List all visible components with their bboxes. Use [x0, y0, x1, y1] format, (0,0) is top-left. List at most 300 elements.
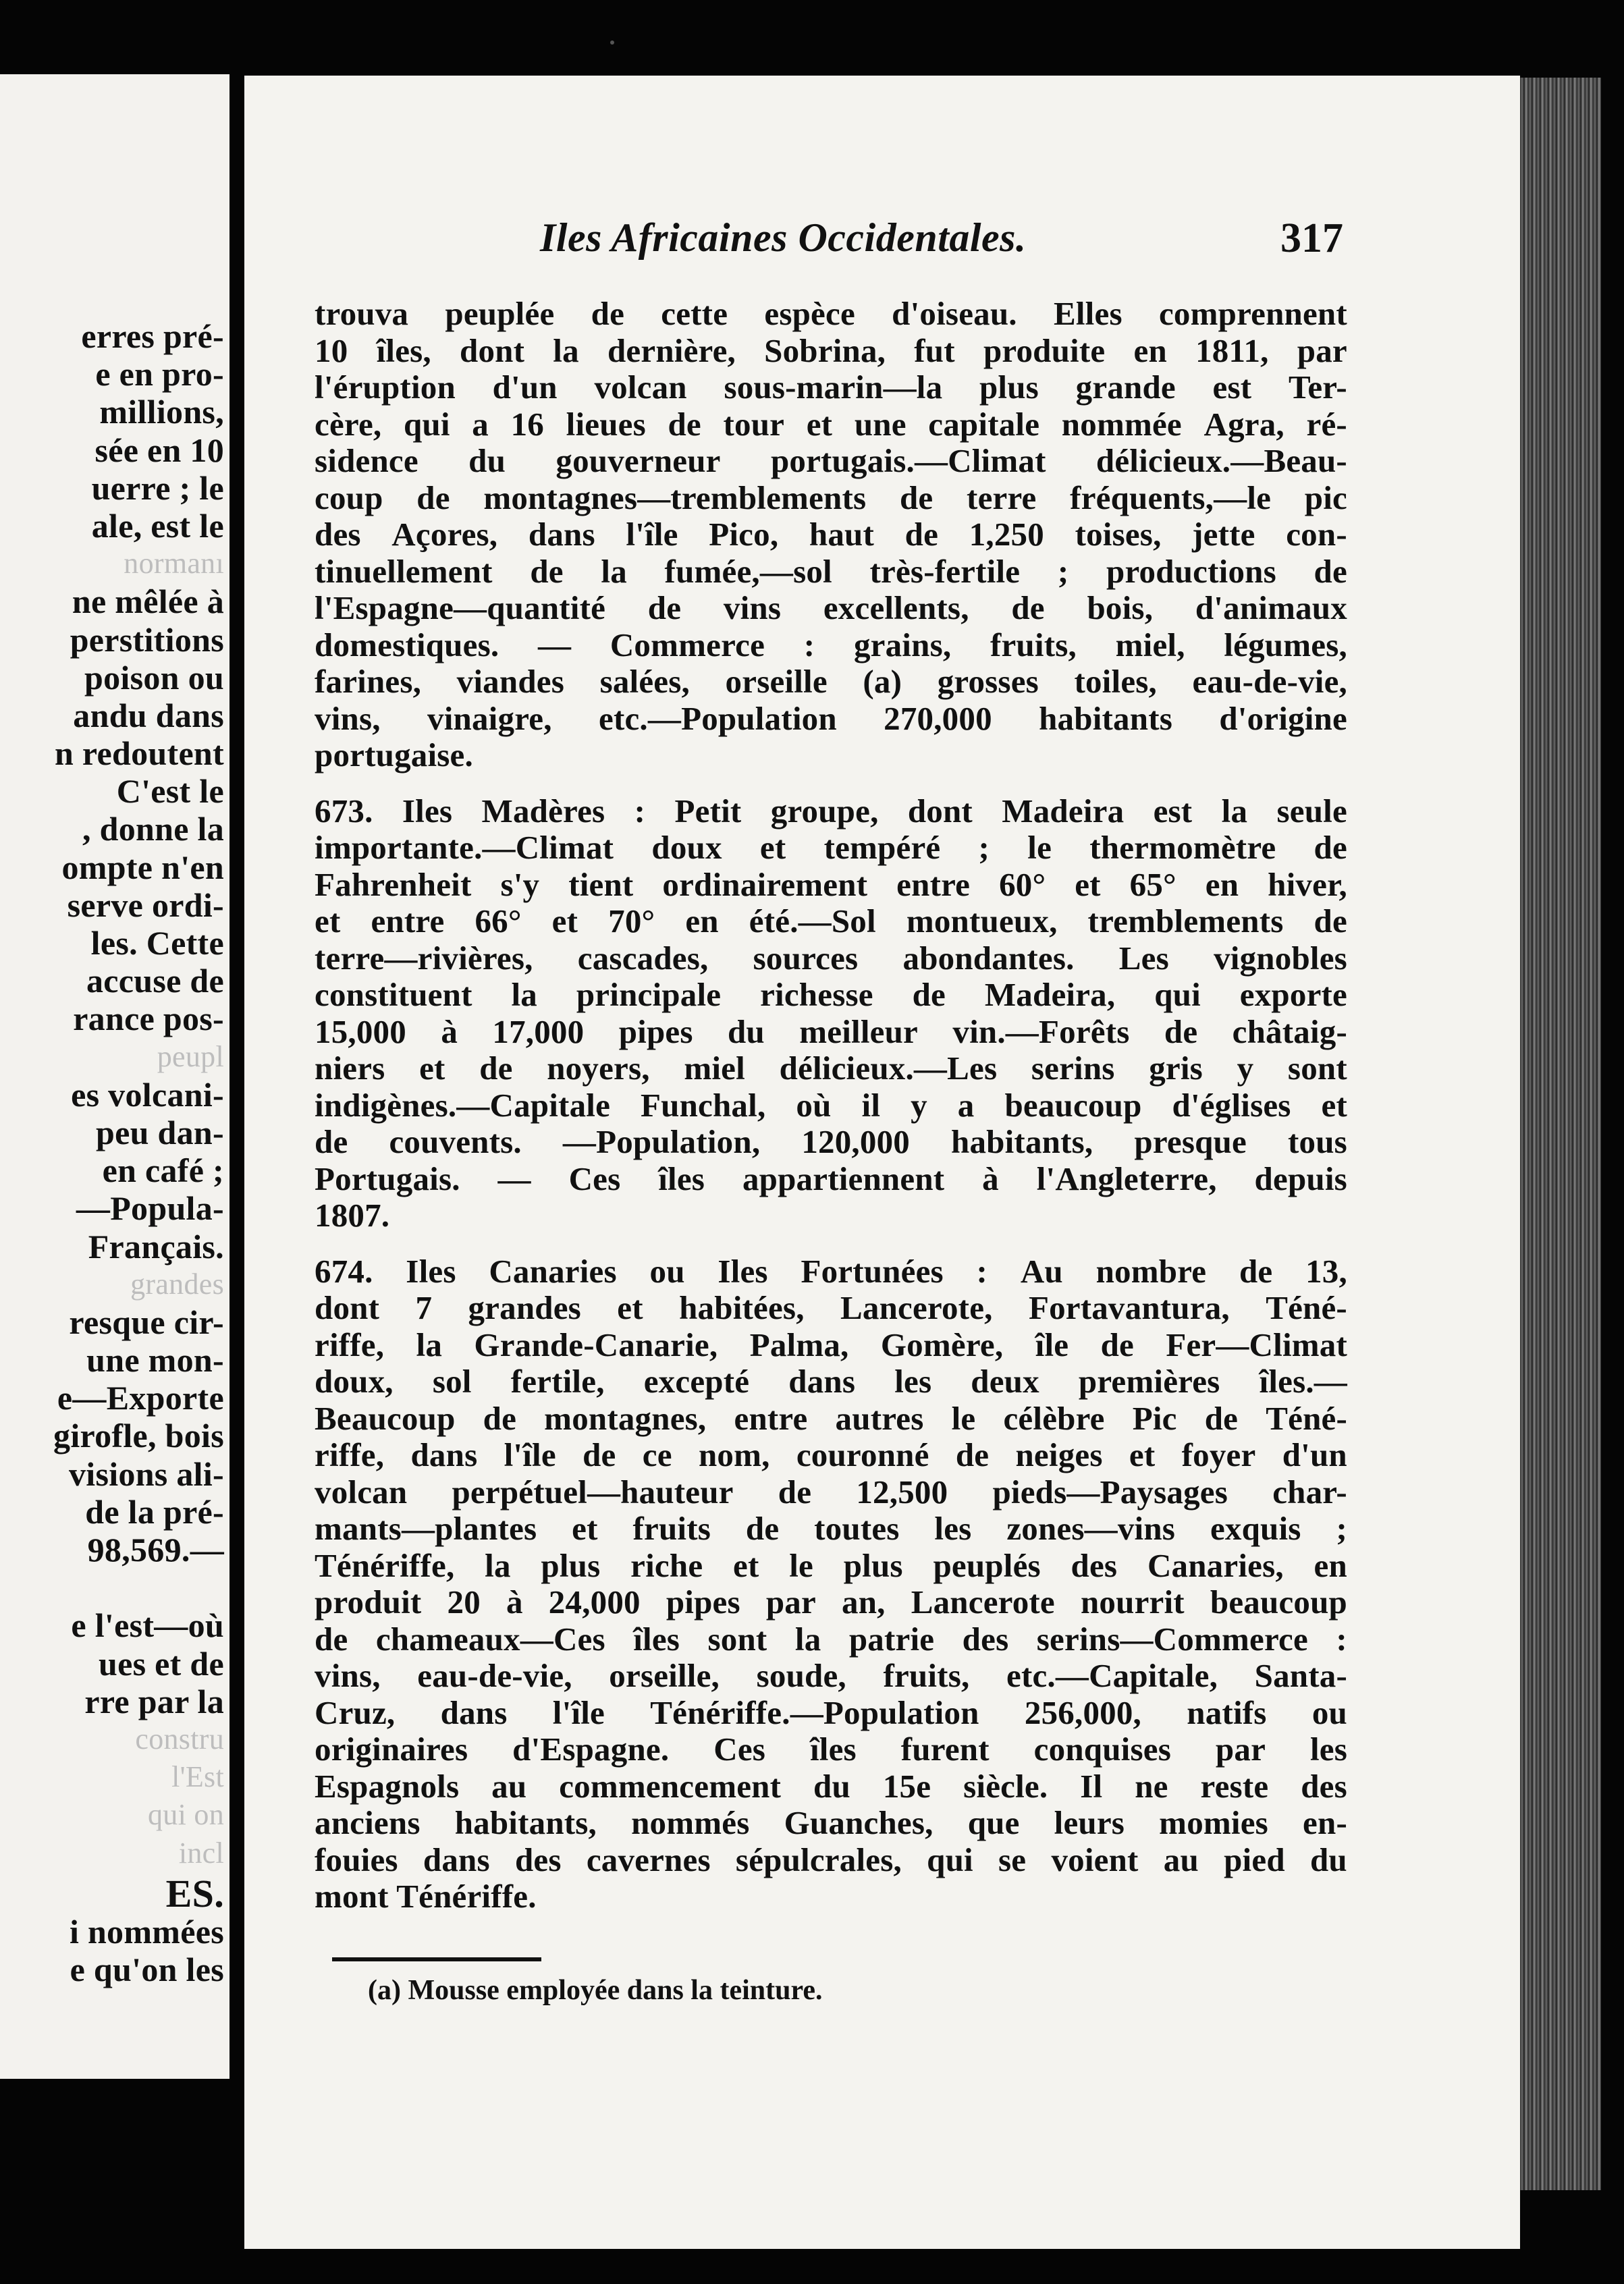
- word: Guanches,: [784, 1804, 933, 1841]
- text-line: [315, 1290, 1347, 1327]
- word: Funchal,: [641, 1086, 766, 1124]
- word: eau-de-vie,: [417, 1657, 572, 1694]
- word: du: [727, 1012, 765, 1050]
- word: Iles: [402, 792, 453, 830]
- word: a: [957, 1086, 975, 1124]
- previous-page-line: les. Cette: [90, 924, 224, 962]
- word: natifs: [1187, 1693, 1267, 1731]
- word: foyer: [1181, 1436, 1256, 1473]
- text-line: [315, 333, 1347, 370]
- word: entre: [371, 902, 445, 940]
- word: an,: [842, 1583, 886, 1621]
- word: hiver,: [1268, 865, 1347, 903]
- word: se: [998, 1841, 1027, 1878]
- text-line: [315, 1842, 1347, 1879]
- text-line: [315, 1805, 1347, 1842]
- word: de: [315, 1123, 348, 1160]
- word: miel,: [1115, 626, 1185, 663]
- word: 1,250: [969, 516, 1044, 553]
- word: (a): [863, 663, 902, 700]
- word: d'animaux: [1195, 589, 1347, 626]
- word: sont: [707, 1620, 767, 1658]
- previous-page-line: resque cir-: [69, 1303, 224, 1341]
- word: îles.—: [1259, 1363, 1347, 1400]
- word: est: [1153, 792, 1193, 830]
- word: grandes: [468, 1289, 581, 1326]
- word: soude,: [756, 1657, 846, 1694]
- word: habitants: [1039, 699, 1172, 737]
- running-title: Iles Africaines Occidentales.: [540, 215, 1027, 260]
- word: îles: [809, 1731, 857, 1768]
- previous-page-line: visions ali-: [68, 1454, 224, 1493]
- word: excepté: [643, 1363, 750, 1400]
- word: ;: [1336, 1510, 1347, 1547]
- word: grande: [1075, 369, 1176, 406]
- word: vins,: [315, 1657, 381, 1694]
- previous-page-line: rre par la: [84, 1682, 224, 1720]
- word: conquises: [1033, 1731, 1171, 1768]
- text-line: [315, 830, 1347, 867]
- text-line: [315, 1327, 1347, 1364]
- word: viandes: [456, 663, 565, 700]
- word: habitants,: [951, 1123, 1093, 1160]
- word: fut: [914, 331, 955, 369]
- previous-page-line: i nommées: [69, 1912, 224, 1951]
- word: dans: [410, 1436, 478, 1473]
- word: thermomètre: [1089, 829, 1276, 866]
- previous-page-line: C'est le: [116, 772, 224, 811]
- word: nommée: [1061, 405, 1182, 443]
- text-line: [315, 1768, 1347, 1805]
- word: portugais.—Climat: [770, 442, 1046, 479]
- word: autres: [835, 1399, 924, 1437]
- word: les: [1309, 1731, 1347, 1768]
- word: entre: [734, 1399, 808, 1437]
- word: nommés: [631, 1804, 750, 1841]
- word: du: [468, 442, 506, 479]
- word: char-: [1272, 1473, 1347, 1511]
- text-line: [315, 1511, 1347, 1548]
- word: originaires: [315, 1731, 468, 1768]
- word: depuis: [1254, 1160, 1347, 1197]
- word: des: [1071, 1546, 1118, 1584]
- word: habitants,: [454, 1804, 597, 1841]
- word: de: [912, 976, 946, 1013]
- word: eau-de-vie,: [1192, 663, 1347, 700]
- word: Lancerote: [911, 1583, 1055, 1621]
- word: abondantes.: [902, 939, 1075, 977]
- word: par: [1297, 331, 1347, 369]
- text-line: [315, 1253, 1347, 1290]
- previous-page-line: , donne la: [82, 810, 224, 848]
- word: siècle.: [963, 1767, 1048, 1805]
- word: Fortavantura,: [1028, 1289, 1230, 1326]
- word: zones—vins: [1006, 1510, 1176, 1547]
- word: cascades,: [577, 939, 709, 977]
- text-line: [315, 1474, 1347, 1511]
- word: et: [1129, 1436, 1156, 1473]
- word: produit: [315, 1583, 422, 1621]
- word: la: [794, 1620, 821, 1658]
- word: Agra,: [1203, 405, 1284, 443]
- word: le: [1027, 829, 1052, 866]
- word: ré-: [1306, 405, 1347, 443]
- word: doux,: [315, 1363, 394, 1400]
- word: orseille,: [609, 1657, 720, 1694]
- word: Au: [1020, 1252, 1063, 1290]
- word: salées,: [599, 663, 690, 700]
- word: est: [1212, 369, 1252, 406]
- word: 1811,: [1195, 331, 1269, 369]
- word: couvents.: [389, 1123, 522, 1160]
- word: :: [976, 1252, 988, 1290]
- previous-page-line: en café ;: [102, 1151, 224, 1190]
- word: Ces: [568, 1160, 621, 1197]
- previous-page-line: ompte n'en: [61, 848, 224, 886]
- word: 70°: [608, 902, 655, 940]
- word: Les: [1118, 939, 1169, 977]
- word: la: [416, 1326, 443, 1363]
- word: montagnes,: [544, 1399, 707, 1437]
- previous-page-line: 98,569.—: [87, 1531, 224, 1569]
- word: pipes: [666, 1583, 740, 1621]
- word: en: [1133, 331, 1167, 369]
- word: Açores,: [391, 516, 498, 553]
- text-line: [315, 1363, 1347, 1401]
- word: de: [904, 516, 939, 553]
- word: toises,: [1075, 516, 1162, 553]
- word: une: [854, 405, 906, 443]
- text-line: [315, 1695, 1347, 1732]
- word: la: [485, 1546, 511, 1584]
- word: les: [894, 1363, 932, 1400]
- word: comprennent: [1158, 295, 1347, 332]
- word: noyers,: [547, 1050, 650, 1087]
- word: premières: [1078, 1363, 1220, 1400]
- word: fouies: [315, 1841, 398, 1878]
- previous-page-line: e en pro-: [95, 355, 224, 393]
- word: espèce: [764, 295, 855, 332]
- word: de: [315, 1620, 348, 1658]
- word: fumée,—sol: [664, 552, 832, 590]
- word: Madeira: [1002, 792, 1125, 830]
- previous-page-line: normanı: [124, 547, 224, 580]
- text-line: 1807.: [315, 1197, 390, 1234]
- word: 12,500: [856, 1473, 948, 1511]
- previous-page-line: es volcani-: [71, 1075, 224, 1114]
- word: neiges: [1015, 1436, 1103, 1473]
- word: en: [1314, 1546, 1347, 1584]
- word: d'Espagne.: [512, 1731, 670, 1768]
- word: montagnes—tremblements: [483, 479, 867, 516]
- word: :: [634, 792, 646, 830]
- word: nourrit: [1080, 1583, 1185, 1621]
- word: productions: [1106, 552, 1276, 590]
- word: Ténériffe.—Population: [650, 1693, 979, 1731]
- word: par: [1215, 1731, 1266, 1768]
- word: Palma,: [749, 1326, 849, 1363]
- text-line: [315, 1161, 1347, 1198]
- word: cette: [661, 295, 728, 332]
- word: de: [483, 1399, 517, 1437]
- word: le: [951, 1399, 976, 1437]
- word: Petit: [674, 792, 742, 830]
- word: pic: [1304, 479, 1347, 516]
- word: deux: [971, 1363, 1039, 1400]
- word: a: [472, 405, 489, 443]
- word: et: [806, 405, 833, 443]
- word: Pic: [1132, 1399, 1177, 1437]
- word: par: [765, 1583, 816, 1621]
- previous-page-line: accuse de: [86, 962, 224, 1000]
- word: y: [1237, 1050, 1254, 1087]
- word: capitale: [928, 405, 1040, 443]
- word: fréquents,—le: [1070, 479, 1272, 516]
- word: coup: [315, 479, 383, 516]
- word: 13,: [1305, 1252, 1347, 1290]
- word: etc.—Capitale,: [1006, 1657, 1218, 1694]
- word: etc.—Population: [599, 699, 837, 737]
- word: constituent: [315, 976, 472, 1013]
- text-line: [315, 369, 1347, 406]
- word: bois,: [1087, 589, 1154, 626]
- word: de: [745, 1510, 780, 1547]
- text-line: [315, 940, 1347, 977]
- word: vinaigre,: [427, 699, 552, 737]
- word: et: [572, 1510, 598, 1547]
- text-line: [315, 1658, 1347, 1695]
- word: Santa-: [1254, 1657, 1347, 1694]
- word: grains,: [853, 626, 952, 663]
- word: il: [861, 1086, 881, 1124]
- word: de: [647, 589, 682, 626]
- word: exporte: [1239, 976, 1347, 1013]
- word: Grande-Canarie,: [474, 1326, 718, 1363]
- word: pieds—Paysages: [992, 1473, 1228, 1511]
- word: célèbre: [1003, 1399, 1105, 1437]
- word: nombre: [1095, 1252, 1207, 1290]
- word: —: [497, 1160, 531, 1197]
- word: groupe,: [770, 792, 879, 830]
- word: Fer—Climat: [1166, 1326, 1347, 1363]
- word: beaucoup: [1004, 1086, 1142, 1124]
- word: —: [537, 626, 572, 663]
- word: tour: [723, 405, 785, 443]
- previous-page-line: qui on: [147, 1798, 224, 1832]
- word: pipes: [618, 1012, 693, 1050]
- word: des: [315, 516, 361, 553]
- word: du: [1309, 1841, 1347, 1878]
- word: de: [1204, 1399, 1239, 1437]
- text-line: [315, 663, 1347, 701]
- word: Ces: [713, 1731, 766, 1768]
- previous-page-line: grandes: [130, 1267, 224, 1301]
- word: riffe,: [315, 1436, 385, 1473]
- previous-page-line: e l'est—où: [71, 1606, 224, 1645]
- word: Canaries,: [1147, 1546, 1284, 1584]
- word: toiles,: [1074, 663, 1157, 700]
- word: fertile,: [510, 1363, 605, 1400]
- word: qui: [927, 1841, 973, 1878]
- word: de: [1239, 1252, 1273, 1290]
- word: de: [416, 479, 450, 516]
- word: plus: [843, 1546, 903, 1584]
- word: et: [1075, 865, 1101, 903]
- word: mants—plantes: [315, 1510, 537, 1547]
- text-line: [315, 406, 1347, 443]
- page-edge: [1520, 78, 1601, 2190]
- word: la: [601, 552, 627, 590]
- text-line: [315, 553, 1347, 591]
- word: y: [911, 1086, 927, 1124]
- word: commencement: [559, 1767, 782, 1805]
- word: Téné-: [1266, 1289, 1347, 1326]
- text-line: [315, 443, 1347, 480]
- word: de: [479, 1050, 513, 1087]
- word: gouverneur: [556, 442, 721, 479]
- word: très-fertile: [869, 552, 1021, 590]
- word: tous: [1288, 1123, 1347, 1160]
- word: délicieux.—Les: [779, 1050, 998, 1087]
- word: 17,000: [492, 1012, 585, 1050]
- word: à: [441, 1012, 458, 1050]
- word: serins: [1031, 1050, 1115, 1087]
- word: dans: [788, 1363, 856, 1400]
- previous-page-line: peu dan-: [96, 1113, 224, 1151]
- previous-page: [0, 74, 229, 2079]
- word: principale: [576, 976, 722, 1013]
- previous-page-line: incl: [178, 1836, 224, 1870]
- word: et: [419, 1050, 445, 1087]
- word: et: [617, 1289, 643, 1326]
- word: la: [511, 976, 537, 1013]
- word: 120,000: [801, 1123, 910, 1160]
- word: Iles: [406, 1252, 456, 1290]
- word: sol: [432, 1363, 472, 1400]
- word: Ter-: [1288, 369, 1347, 406]
- text-line: [315, 296, 1347, 333]
- word: s'y: [500, 865, 540, 903]
- word: dont: [460, 331, 525, 369]
- word: plus: [979, 369, 1039, 406]
- word: d'un: [1282, 1436, 1347, 1473]
- word: 60°: [999, 865, 1046, 903]
- word: châtaig-: [1232, 1012, 1347, 1050]
- previous-page-line: une mon-: [86, 1341, 224, 1380]
- word: importante.—Climat: [315, 829, 614, 866]
- text-line: [315, 1731, 1347, 1768]
- word: la: [553, 331, 579, 369]
- word: à: [982, 1160, 999, 1197]
- previous-page-line: de la pré-: [85, 1492, 224, 1531]
- word: en-: [1303, 1804, 1347, 1841]
- word: exquis: [1210, 1510, 1301, 1547]
- word: Il: [1080, 1767, 1103, 1805]
- word: de: [1011, 589, 1045, 626]
- word: :: [1336, 1620, 1347, 1658]
- word: 15e: [882, 1767, 931, 1805]
- word: richesse: [760, 976, 873, 1013]
- word: ce: [642, 1436, 672, 1473]
- word: 24,000: [548, 1583, 641, 1621]
- word: Fortunées: [801, 1252, 944, 1290]
- text-line: [315, 701, 1347, 738]
- word: seule: [1276, 792, 1347, 830]
- text-line: [315, 793, 1347, 830]
- previous-page-line: Français.: [88, 1227, 224, 1266]
- word: ;: [978, 829, 990, 866]
- previous-page-line: erres pré-: [81, 317, 224, 355]
- word: excellents,: [823, 589, 969, 626]
- word: anciens: [315, 1804, 421, 1841]
- word: vignobles: [1214, 939, 1347, 977]
- word: et: [759, 829, 786, 866]
- word: ou: [649, 1252, 685, 1290]
- word: qui: [403, 405, 450, 443]
- footnote-rule: [332, 1957, 541, 1961]
- text-line: mont Ténériffe.: [315, 1878, 537, 1915]
- word: de: [899, 479, 933, 516]
- speck: [610, 40, 614, 45]
- word: doux: [651, 829, 722, 866]
- text-line: [315, 516, 1347, 553]
- word: la: [1221, 792, 1248, 830]
- word: îles,: [376, 331, 431, 369]
- text-line: portugaise.: [315, 736, 473, 773]
- word: l'île: [552, 1693, 605, 1731]
- running-header: [540, 215, 1343, 269]
- word: Canaries: [489, 1252, 617, 1290]
- word: Madères: [481, 792, 605, 830]
- word: des: [514, 1841, 562, 1878]
- word: et: [733, 1546, 759, 1584]
- word: Pico,: [709, 516, 779, 553]
- word: l'éruption: [315, 369, 456, 406]
- word: île: [1035, 1326, 1069, 1363]
- word: miel: [684, 1050, 745, 1087]
- word: vins: [723, 589, 782, 626]
- word: Madeira,: [984, 976, 1116, 1013]
- word: 10: [315, 331, 348, 369]
- word: dont: [907, 792, 973, 830]
- word: perpétuel—hauteur: [452, 1473, 734, 1511]
- previous-page-line: girofle, bois: [53, 1417, 224, 1455]
- word: été.—Sol: [749, 902, 876, 940]
- word: Espagnols: [315, 1767, 460, 1805]
- word: tempéré: [823, 829, 941, 866]
- text-line: [315, 1548, 1347, 1585]
- text-line: [315, 1621, 1347, 1658]
- word: de: [1314, 829, 1347, 866]
- word: gris: [1149, 1050, 1203, 1087]
- word: tremblements: [1087, 902, 1284, 940]
- word: de: [955, 1436, 990, 1473]
- word: Elles: [1053, 295, 1122, 332]
- word: de: [530, 552, 564, 590]
- word: tient: [568, 865, 634, 903]
- previous-page-line: constru: [135, 1722, 224, 1756]
- word: l'Espagne—quantité: [315, 589, 606, 626]
- text-line: [315, 1050, 1347, 1087]
- word: au: [491, 1767, 527, 1805]
- previous-page-line: poison ou: [84, 658, 224, 697]
- previous-page-line: e qu'on les: [70, 1951, 224, 1989]
- word: 674.: [315, 1252, 373, 1290]
- word: terre—rivières,: [315, 939, 533, 977]
- word: de: [1100, 1326, 1134, 1363]
- text-line: [315, 1087, 1347, 1124]
- word: vins,: [315, 699, 381, 737]
